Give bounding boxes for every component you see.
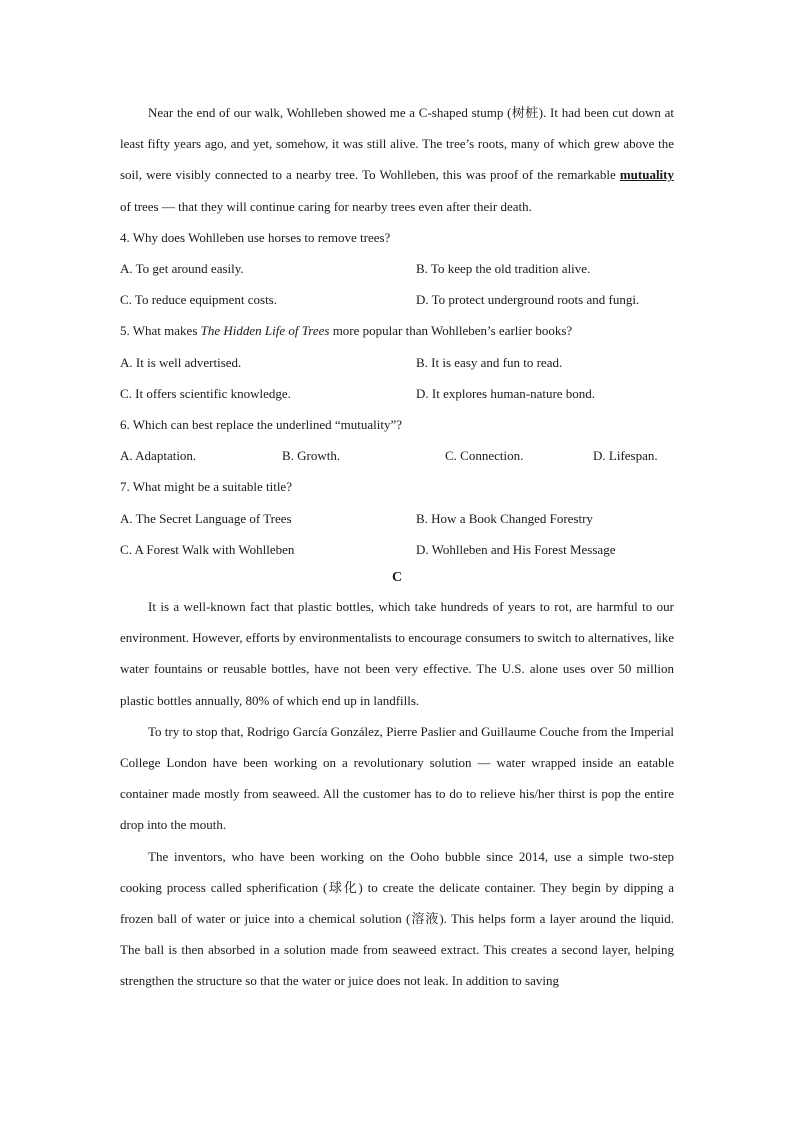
question-5-options-row-1 — [120, 347, 674, 378]
question-7-option-b[interactable]: B. How a Book Changed Forestry — [416, 510, 593, 526]
exam-page — [120, 97, 674, 997]
question-7-options-row-2 — [120, 534, 674, 565]
question-6-option-b[interactable]: B. Growth. — [282, 448, 341, 464]
question-4-options-row-2 — [120, 284, 674, 315]
question-5-option-b[interactable]: B. It is easy and fun to read. — [416, 354, 563, 370]
question-6-option-a[interactable]: A. Adaptation. — [120, 448, 197, 464]
question-6-option-d[interactable]: D. Lifespan. — [593, 448, 658, 464]
paragraph-text: Near the end of our walk, Wohlleben showed me a C-shaped stump (树桩). It had been cut down at least fifty years ago, and yet, somehow, it was still alive. The tree’s roots, many of which grew above the soil, were visibly connected to a nearby tree. To Wohlleben, this was proof of the remarkable — [120, 105, 674, 183]
question-5-option-a[interactable]: A. It is well advertised. — [120, 354, 242, 370]
question-5-stem — [120, 315, 674, 346]
paragraph-text-end: of trees — that they will continue caring for nearby trees even after their death. — [120, 198, 532, 214]
question-5-option-c[interactable]: C. It offers scientific knowledge. — [120, 385, 291, 401]
question-6-option-c[interactable]: C. Connection. — [445, 448, 524, 464]
question-5-options-row-2 — [120, 378, 674, 409]
book-title: The Hidden Life of Trees — [200, 323, 330, 339]
question-7-option-c[interactable]: C. A Forest Walk with Wohlleben — [120, 541, 295, 557]
question-7-option-a[interactable]: A. The Secret Language of Trees — [120, 510, 292, 526]
stem-prefix: 5. What makes — [120, 323, 201, 339]
question-4-stem: 4. Why does Wohlleben use horses to remove trees? — [120, 229, 391, 245]
stem-suffix: more popular than Wohlleben’s earlier books? — [329, 323, 573, 339]
passage-c-paragraph-3: The inventors, who have been working on the Ooho bubble since 2014, use a simple two-step cooking process called spherification (球化) to create the delicate container. They begin by dipping a frozen ball of water or juice into a chemical solution (溶液). This helps form a layer around the liquid. The ball is then absorbed in a solution made from seaweed extract. This creates a second layer, helping strengthen the structure so that the water or juice does not leak. In addition to saving — [120, 848, 674, 989]
underlined-word-mutuality: mutuality — [619, 167, 674, 183]
passage-c-paragraph-2: To try to stop that, Rodrigo García González, Pierre Paslier and Guillaume Couche from the Imperial College London have been working on a revolutionary solution — water wrapped inside an eatable container made mostly from seaweed. All the customer has to do to relieve his/her thirst is pop the entire drop into the mouth. — [120, 723, 674, 833]
question-7-options-row-1 — [120, 503, 674, 534]
question-7-stem: 7. What might be a suitable title? — [120, 479, 292, 495]
question-4-option-c[interactable]: C. To reduce equipment costs. — [120, 292, 277, 308]
question-4-option-b[interactable]: B. To keep the old tradition alive. — [416, 261, 591, 277]
question-4-options-row-1 — [120, 253, 674, 284]
passage-c-heading: C — [391, 570, 403, 586]
question-4-option-a[interactable]: A. To get around easily. — [120, 261, 244, 277]
question-5-option-d[interactable]: D. It explores human-nature bond. — [416, 385, 596, 401]
question-6-stem: 6. Which can best replace the underlined “mutuality”? — [120, 417, 403, 433]
question-4-option-d[interactable]: D. To protect underground roots and fungi. — [416, 292, 640, 308]
passage-c-paragraph-1: It is a well-known fact that plastic bottles, which take hundreds of years to rot, are harmful to our environment. However, efforts by environmentalists to encourage consumers to switch to alternatives, like water fountains or reusable bottles, have not been very effective. The U.S. alone uses over 50 million plastic bottles annually, 80% of which end up in landfills. — [120, 599, 674, 708]
question-7-option-d[interactable]: D. Wohlleben and His Forest Message — [416, 541, 616, 557]
passage-b-final-paragraph — [120, 97, 674, 222]
question-6-options-row — [120, 440, 674, 471]
